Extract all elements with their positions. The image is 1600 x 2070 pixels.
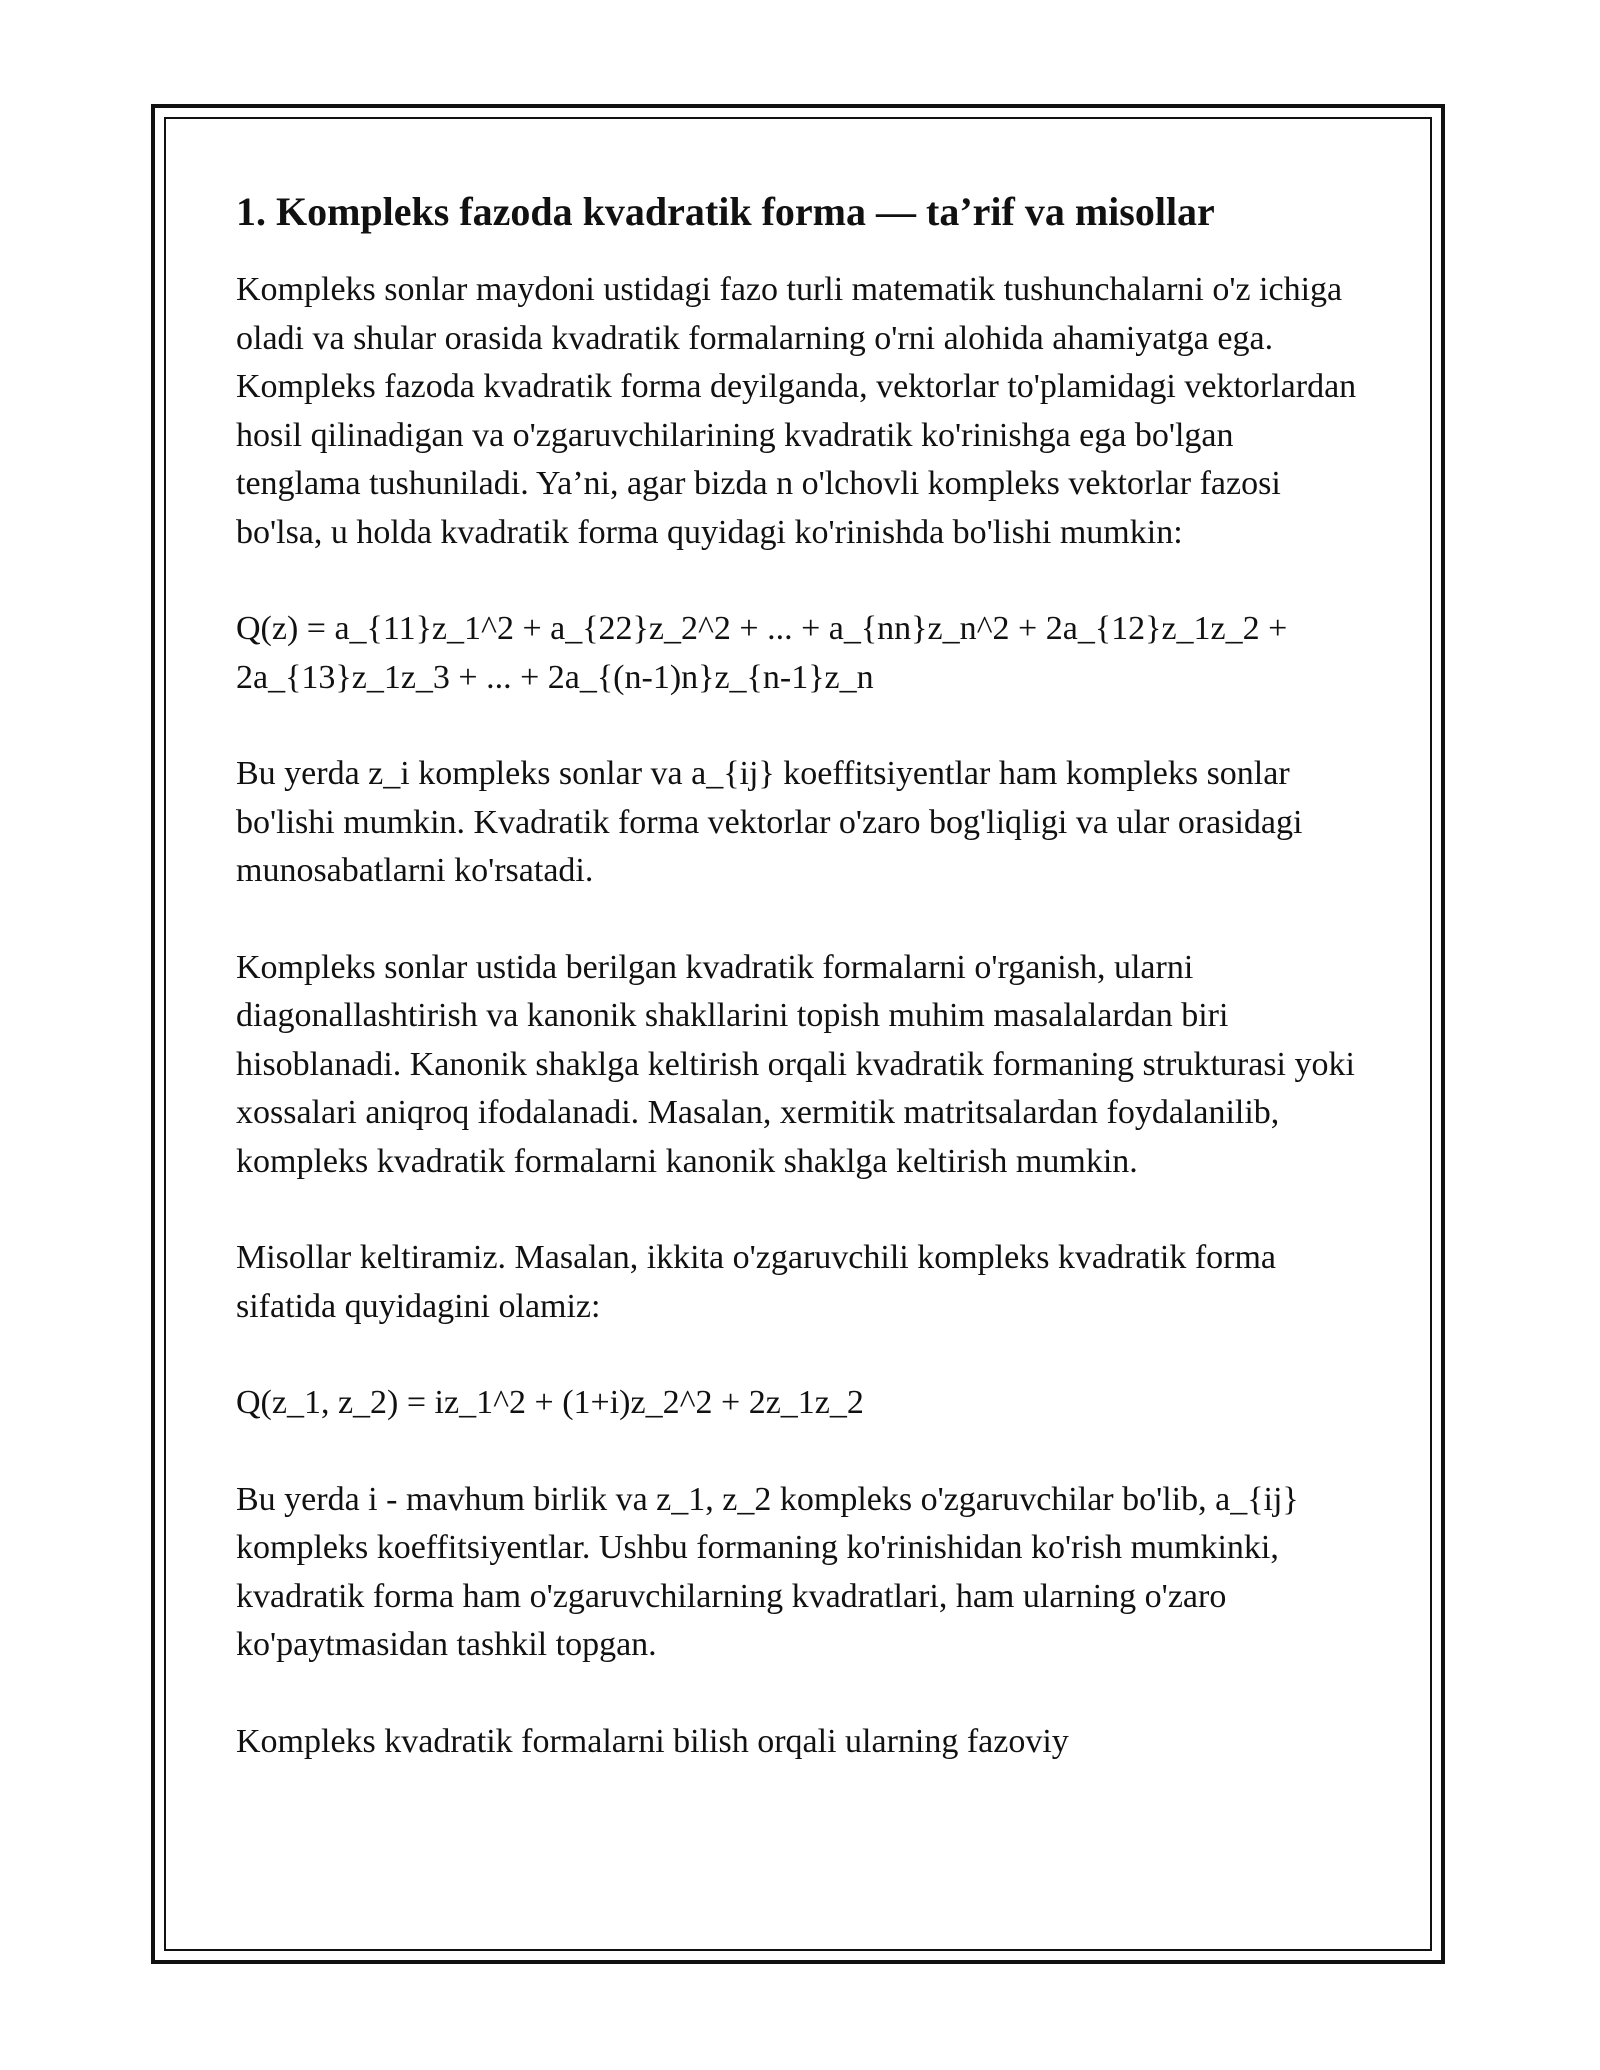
example-explanation-paragraph: Bu yerda i - mavhum birlik va z_1, z_2 kompleks o'zgaruvchilar bo'lib, a_{ij} kompleks koeffitsiyentlar. Ushbu formaning ko'rinishidan ko'rish mumkinki, kvadratik forma ham o'zgaruvchilarning kvadratlari, ham ularning o'zaro ko'paytmasidan tashkil topgan.	[236, 1480, 1299, 1663]
general-formula: Q(z) = a_{11}z_1^2 + a_{22}z_2^2 + ... + a_{nn}z_n^2 + 2a_{12}z_1z_2 + 2a_{13}z_1z_3 + ... + 2a_{(n-1)n}z_{n-1}z_n	[236, 610, 1288, 696]
closing-paragraph: Kompleks kvadratik formalarni bilish orqali ularning fazoviy	[236, 1722, 1069, 1760]
examples-intro-paragraph: Misollar keltiramiz. Masalan, ikkita o'zgaruvchili kompleks kvadratik forma sifatida quyidagini olamiz:	[236, 1239, 1277, 1325]
example-formula: Q(z_1, z_2) = iz_1^2 + (1+i)z_2^2 + 2z_1z_2	[236, 1384, 864, 1421]
canonical-form-paragraph: Kompleks sonlar ustida berilgan kvadratik formalarni o'rganish, ularni diagonallashtirish va kanonik shakllarini topish muhim masalalardan biri hisoblanadi. Kanonik shaklga keltirish orqali kvadratik formaning strukturasi yoki xossalari aniqroq ifodalanadi. Masalan, xermitik matritsalardan foydalanilib, kompleks kvadratik formalarni kanonik shaklga keltirish mumkin.	[236, 948, 1355, 1180]
coefficients-paragraph: Bu yerda z_i kompleks sonlar va a_{ij} koeffitsiyentlar ham kompleks sonlar bo'lishi mumkin. Kvadratik forma vektorlar o'zaro bog'liqligi va ular orasidagi munosabatlarni ko'rsatadi.	[236, 755, 1303, 889]
section-heading: 1. Kompleks fazoda kvadratik forma — ta’rif va misollar	[236, 189, 1215, 234]
intro-paragraph: Kompleks sonlar maydoni ustidagi fazo turli matematik tushunchalarni o'z ichiga oladi va shular orasida kvadratik formalarning o'rni alohida ahamiyatga ega. Kompleks fazoda kvadratik forma deyilganda, vektorlar to'plamidagi vektorlardan hosil qilinadigan va o'zgaruvchilarining kvadratik ko'rinishga ega bo'lgan tenglama tushuniladi. Ya’ni, agar bizda n o'lchovli kompleks vektorlar fazosi bo'lsa, u holda kvadratik forma quyidagi ko'rinishda bo'lishi mumkin:	[236, 271, 1357, 551]
document-body	[236, 186, 1366, 1814]
